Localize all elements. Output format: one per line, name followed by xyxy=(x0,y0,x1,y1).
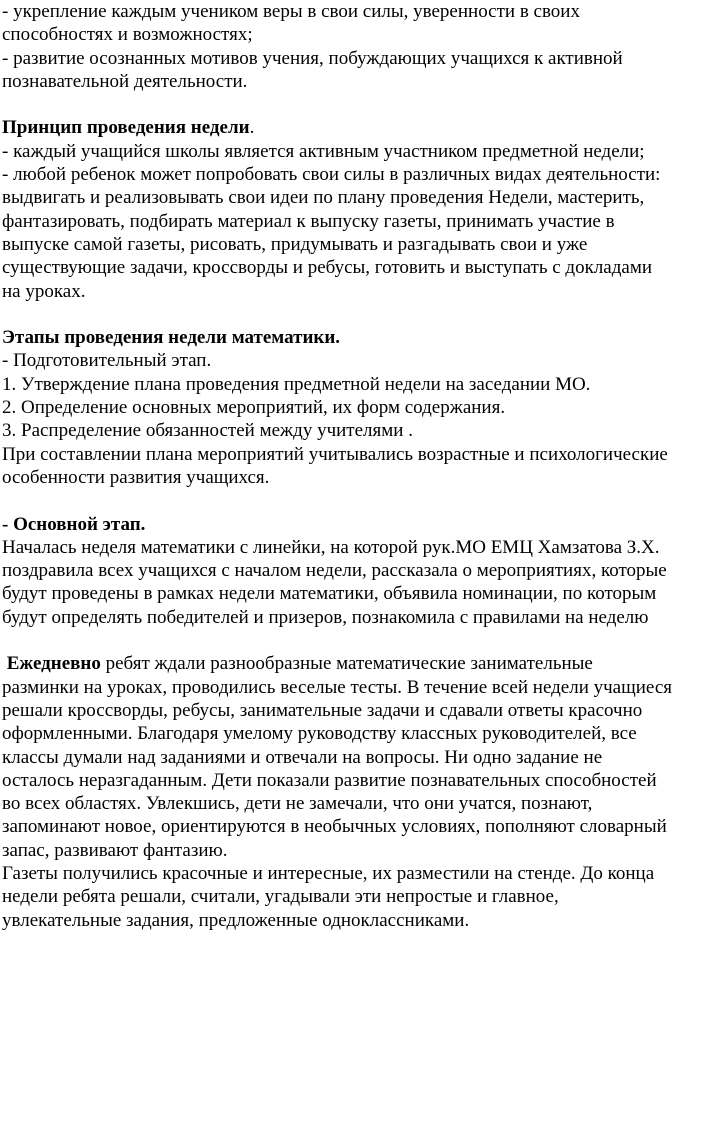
stages-line: 2. Определение основных мероприятий, их форм содержания. xyxy=(2,397,506,419)
main-stage-line: будут проведены в рамках недели математики, объявила номинации, по которым xyxy=(2,583,657,605)
daily-line: осталось неразгаданным. Дети показали развитие познавательных способностей xyxy=(2,769,657,791)
intro-line: - развитие осознанных мотивов учения, побуждающих учащихся к активной xyxy=(2,47,623,69)
stages-line: особенности развития учащихся. xyxy=(2,466,270,488)
intro-line: познавательной деятельности. xyxy=(2,70,248,92)
stages-line: При составлении плана мероприятий учитывались возрастные и психологические xyxy=(2,443,668,465)
principle-line: - любой ребенок может попробовать свои силы в различных видах деятельности: xyxy=(2,164,661,186)
daily-first-line-rest: ребят ждали разнообразные математические занимательные xyxy=(100,653,593,675)
stages-line: 3. Распределение обязанностей между учителями . xyxy=(2,420,413,442)
daily-first-line xyxy=(2,652,702,675)
daily-line: разминки на уроках, проводились веселые тесты. В течение всей недели учащиеся xyxy=(2,676,672,698)
paragraph-gap xyxy=(2,93,702,116)
stages-line: 1. Утверждение плана проведения предметной недели на заседании МО. xyxy=(2,373,591,395)
main-stage-line: Началась неделя математики с линейки, на которой рук.МО ЕМЦ Хамзатова З.Х. xyxy=(2,536,660,558)
daily-line: недели ребята решали, считали, угадывали эти непростые и главное, xyxy=(2,886,559,908)
principle-line: фантазировать, подбирать материал к выпуску газеты, принимать участие в xyxy=(2,210,615,232)
intro-line: - укрепление каждым учеником веры в свои силы, уверенности в своих xyxy=(2,1,580,22)
daily-line: во всех областях. Увлекшись, дети не замечали, что они учатся, познают, xyxy=(2,793,593,815)
daily-line: увлекательные задания, предложенные одноклассниками. xyxy=(2,909,470,931)
daily-line: классы думали над заданиями и отвечали на вопросы. Ни одно задание не xyxy=(2,746,603,768)
main-stage-heading: - Основной этап. xyxy=(2,513,146,535)
main-stage-line: поздравила всех учащихся с началом недели, рассказала о мероприятиях, которые xyxy=(2,560,667,582)
stages-heading: Этапы проведения недели математики. xyxy=(2,327,341,349)
principle-line: существующие задачи, кроссворды и ребусы, готовить и выступать с докладами xyxy=(2,257,653,279)
paragraph-gap xyxy=(2,489,702,512)
principle-line: - каждый учащийся школы является активным участником предметной недели; xyxy=(2,140,645,162)
principle-heading-tail: . xyxy=(249,117,255,139)
daily-line: решали кроссворды, ребусы, занимательные задачи и сдавали ответы красочно xyxy=(2,699,643,721)
paragraph-gap xyxy=(2,629,702,652)
daily-line: Газеты получились красочные и интересные, их разместили на стенде. До конца xyxy=(2,862,655,884)
daily-line: запас, развивают фантазию. xyxy=(2,839,228,861)
intro-line: способностях и возможностях; xyxy=(2,24,253,46)
principle-line: на уроках. xyxy=(2,280,86,302)
principle-heading-line xyxy=(2,116,702,139)
paragraph-gap xyxy=(2,303,702,326)
main-stage-line: будут определять победителей и призеров, познакомила с правилами на неделю xyxy=(2,606,649,628)
daily-line: запоминают новое, ориентируются в необычных условиях, пополняют словарный xyxy=(2,816,667,838)
daily-line: оформленными. Благодаря умелому руководству классных руководителей, все xyxy=(2,723,637,745)
principle-line: выпуске самой газеты, рисовать, придумывать и разгадывать свои и уже xyxy=(2,233,588,255)
principle-line: выдвигать и реализовывать свои идеи по плану проведения Недели, мастерить, xyxy=(2,187,645,209)
daily-bold-word: Ежедневно xyxy=(6,653,101,675)
stages-line: - Подготовительный этап. xyxy=(2,350,212,372)
principle-heading: Принцип проведения недели xyxy=(2,117,250,139)
